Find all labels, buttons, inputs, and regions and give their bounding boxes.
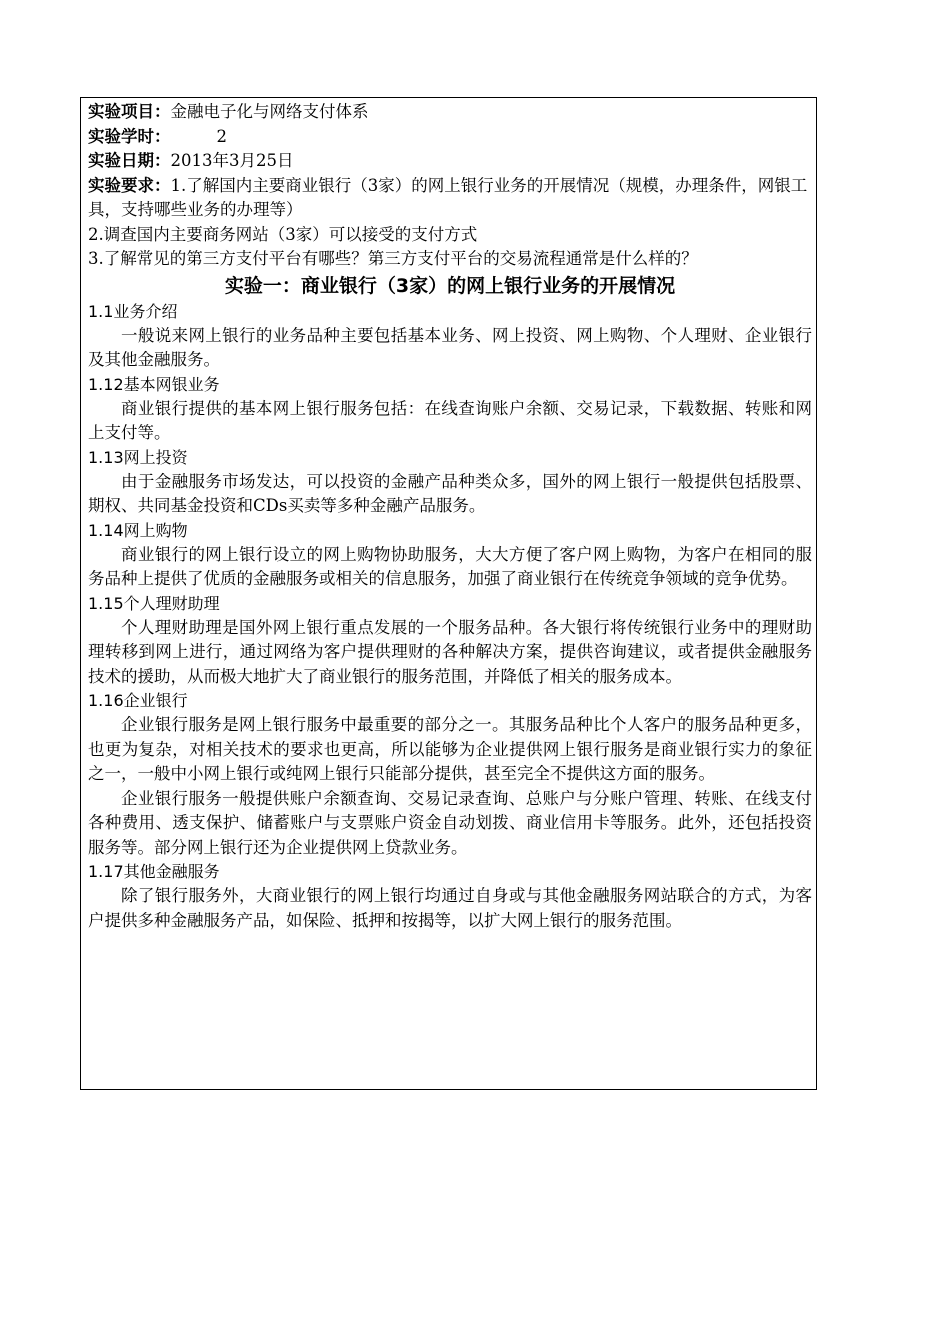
req-label: 实验要求： — [88, 175, 171, 195]
section-heading: 1.1业务介绍 — [88, 301, 178, 321]
project-line — [88, 100, 812, 125]
req-item-2: 2.调查国内主要商务网站（3家）可以接受的支付方式 — [88, 224, 478, 244]
section — [88, 689, 812, 860]
section-paragraph: 除了银行服务外，大商业银行的网上银行均通过自身或与其他金融服务网站联合的方式，为客户提供多种金融服务产品，如保险、抵押和按揭等，以扩大网上银行的服务范围。 — [88, 886, 812, 930]
section-heading: 1.17其他金融服务 — [88, 862, 220, 881]
project-value: 金融电子化与网络支付体系 — [170, 102, 369, 121]
section-paragraph: 商业银行提供的基本网上银行服务包括：在线查询账户余额、交易记录，下载数据、转账和网上支付等。 — [88, 398, 812, 442]
section-heading: 1.15个人理财助理 — [88, 593, 220, 613]
section-heading: 1.14网上购物 — [88, 520, 188, 540]
section — [88, 860, 812, 933]
date-value: 2013年3月25日 — [170, 151, 294, 170]
section-heading: 1.13网上投资 — [88, 447, 188, 467]
section-heading: 1.12基本网银业务 — [88, 374, 220, 394]
section-paragraph: 个人理财助理是国外网上银行重点发展的一个服务品种。各大银行将传统银行业务中的理财助理转移到网上进行，通过网络为客户提供理财的各种解决方案，提供咨询建议，或者提供金融服务技术的援助，从而极大地扩大了商业银行的服务范围，并降低了相关的服务成本。 — [88, 617, 812, 686]
section — [88, 373, 812, 446]
section-paragraph: 企业银行服务一般提供账户余额查询、交易记录查询、总账户与分账户管理、转账、在线支付各种费用、透支保护、储蓄账户与支票账户资金自动划拨、商业信用卡等服务。此外，还包括投资服务等。部分网上银行还为企业提供网上贷款业务。 — [88, 788, 812, 857]
document-content — [88, 100, 812, 933]
section — [88, 446, 812, 519]
date-label: 实验日期： — [88, 151, 171, 170]
experiment-title: 实验一：商业银行（3家）的网上银行业务的开展情况 — [224, 274, 676, 297]
section-paragraph: 由于金融服务市场发达，可以投资的金融产品种类众多，国外的网上银行一般提供包括股票、期权、共同基金投资和CDs买卖等多种金融产品服务。 — [88, 471, 812, 515]
hours-line — [88, 125, 812, 150]
section-paragraph: 企业银行服务是网上银行服务中最重要的部分之一。其服务品种比个人客户的服务品种更多，也更为复杂，对相关技术的要求也更高，所以能够为企业提供网上银行服务是商业银行实力的象征之一，一般中小网上银行或纯网上银行只能部分提供，甚至完全不提供这方面的服务。 — [88, 715, 812, 783]
section — [88, 592, 812, 690]
date-line — [88, 149, 812, 174]
project-label: 实验项目： — [88, 102, 171, 121]
section-paragraph: 商业银行的网上银行设立的网上购物协助服务，大大方便了客户网上购物，为客户在相同的服务品种上提供了优质的金融服务或相关的信息服务，加强了商业银行在传统竞争领域的竞争优势。 — [88, 544, 812, 588]
requirements-line — [88, 174, 812, 223]
section — [88, 300, 812, 373]
section-heading: 1.16企业银行 — [88, 691, 188, 710]
req-item-1: 1.了解国内主要商业银行（3家）的网上银行业务的开展情况（规模，办理条件，网银工具，支持哪些业务的办理等） — [88, 175, 808, 219]
section — [88, 519, 812, 592]
section-paragraph: 一般说来网上银行的业务品种主要包括基本业务、网上投资、网上购物、个人理财、企业银行及其他金融服务。 — [88, 325, 812, 369]
hours-label: 实验学时： — [88, 126, 171, 146]
req-item-3: 3.了解常见的第三方支付平台有哪些？第三方支付平台的交易流程通常是什么样的？ — [88, 249, 698, 268]
hours-value: 2 — [216, 126, 227, 146]
